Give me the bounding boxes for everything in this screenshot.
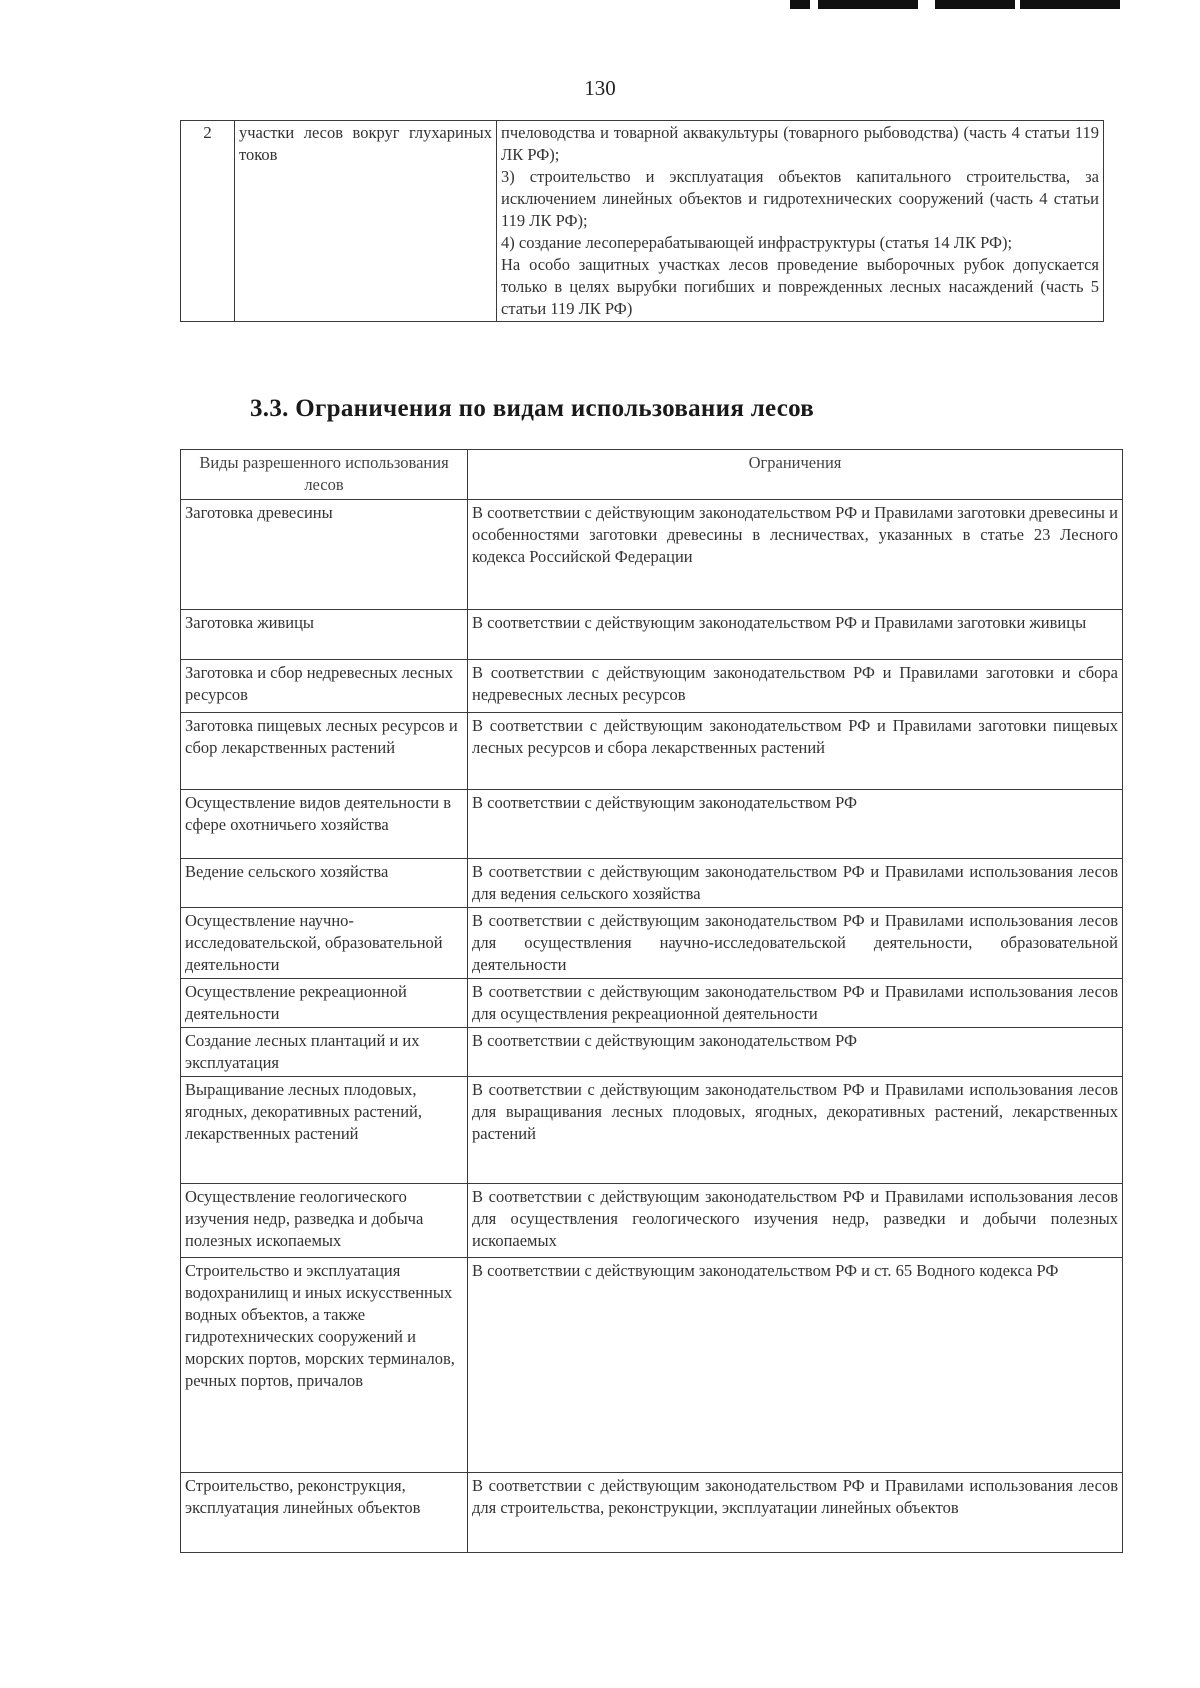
scan-artifact-bar <box>818 0 918 9</box>
use-cell: Выращивание лесных плодовых, ягодных, декоративных растений, лекарственных растений <box>181 1077 468 1184</box>
restriction-cell: В соответствии с действующим законодательством РФ <box>468 790 1123 859</box>
table-row <box>181 1028 1123 1077</box>
table-row <box>181 500 1123 610</box>
continued-table <box>180 120 1104 322</box>
table-header-row <box>181 450 1123 500</box>
use-cell: Заготовка древесины <box>181 500 468 610</box>
scan-artifact-bar <box>935 0 1015 9</box>
use-cell: Заготовка и сбор недревесных лесных ресурсов <box>181 660 468 713</box>
section-title: 3.3. Ограничения по видам использования лесов <box>250 395 815 422</box>
page-number: 130 <box>584 76 616 100</box>
restriction-cell: В соответствии с действующим законодательством РФ и Правилами заготовки живицы <box>468 610 1123 660</box>
use-cell: Строительство, реконструкция, эксплуатация линейных объектов <box>181 1473 468 1553</box>
table-row <box>181 1077 1123 1184</box>
restriction-cell: В соответствии с действующим законодательством РФ и Правилами использования лесов для осуществления геологического изучения недр, разведки и добычи полезных ископаемых <box>468 1184 1123 1258</box>
restriction-cell: В соответствии с действующим законодательством РФ и Правилами использования лесов для осуществления рекреационной деятельности <box>468 979 1123 1028</box>
restriction-cell: В соответствии с действующим законодательством РФ и Правилами использования лесов для выращивания лесных плодовых, ягодных, декоративных растений, лекарственных растений <box>468 1077 1123 1184</box>
row-number: 2 <box>181 121 235 322</box>
table-row <box>181 1258 1123 1473</box>
use-cell: Осуществление рекреационной деятельности <box>181 979 468 1028</box>
restriction-text: пчеловодства и товарной аквакультуры (товарного рыбоводства) (часть 4 статьи 119 ЛК РФ); <box>501 123 1099 164</box>
restriction-cell: В соответствии с действующим законодательством РФ и Правилами заготовки и сбора недревесных лесных ресурсов <box>468 660 1123 713</box>
scan-artifact-bar <box>790 0 810 9</box>
table-row <box>181 790 1123 859</box>
table-row <box>181 908 1123 979</box>
use-cell: Строительство и эксплуатация водохранилищ и иных искусственных водных объектов, а также гидротехнических сооружений и морских портов, морских терминалов, речных портов, причалов <box>181 1258 468 1473</box>
table-row <box>181 121 1104 322</box>
column-header: Виды разрешенного использования лесов <box>181 450 468 500</box>
restriction-cell: В соответствии с действующим законодательством РФ и Правилами использования лесов для строительства, реконструкции, эксплуатации линейных объектов <box>468 1473 1123 1553</box>
category-cell: участки лесов вокруг глухариных токов <box>235 121 497 322</box>
restriction-cell: В соответствии с действующим законодательством РФ и ст. 65 Водного кодекса РФ <box>468 1258 1123 1473</box>
use-cell: Заготовка живицы <box>181 610 468 660</box>
table-row <box>181 610 1123 660</box>
restriction-text: 3) строительство и эксплуатация объектов капитального строительства, за исключением линейных объектов и гидротехнических сооружений (часть 4 статьи 119 ЛК РФ); <box>501 167 1099 230</box>
restrictions-table <box>180 449 1123 1553</box>
table-row <box>181 1473 1123 1553</box>
table-row <box>181 660 1123 713</box>
table-row <box>181 979 1123 1028</box>
restriction-cell: В соответствии с действующим законодательством РФ и Правилами заготовки древесины и особенностями заготовки древесины в лесничествах, указанных в статье 23 Лесного кодекса Российской Федерации <box>468 500 1123 610</box>
use-cell: Осуществление видов деятельности в сфере охотничьего хозяйства <box>181 790 468 859</box>
use-cell: Создание лесных плантаций и их эксплуатация <box>181 1028 468 1077</box>
scan-artifact-bar <box>1020 0 1120 9</box>
table-row <box>181 859 1123 908</box>
use-cell: Осуществление геологического изучения недр, разведка и добыча полезных ископаемых <box>181 1184 468 1258</box>
restriction-text: 4) создание лесоперерабатывающей инфраструктуры (статья 14 ЛК РФ); <box>501 233 1013 252</box>
use-cell: Осуществление научно-исследовательской, образовательной деятельности <box>181 908 468 979</box>
restriction-cell: В соответствии с действующим законодательством РФ и Правилами заготовки пищевых лесных ресурсов и сбора лекарственных растений <box>468 713 1123 790</box>
table-row <box>181 1184 1123 1258</box>
table-row <box>181 713 1123 790</box>
restriction-cell: В соответствии с действующим законодательством РФ <box>468 1028 1123 1077</box>
use-cell: Ведение сельского хозяйства <box>181 859 468 908</box>
restriction-text: На особо защитных участках лесов проведение выборочных рубок допускается только в целях вырубки погибших и поврежденных лесных насаждений (часть 5 статьи 119 ЛК РФ) <box>501 255 1099 318</box>
restriction-cell: В соответствии с действующим законодательством РФ и Правилами использования лесов для ведения сельского хозяйства <box>468 859 1123 908</box>
restrictions-cell <box>497 121 1104 322</box>
column-header: Ограничения <box>468 450 1123 500</box>
restriction-cell: В соответствии с действующим законодательством РФ и Правилами использования лесов для осуществления научно-исследовательской деятельности, образовательной деятельности <box>468 908 1123 979</box>
use-cell: Заготовка пищевых лесных ресурсов и сбор лекарственных растений <box>181 713 468 790</box>
